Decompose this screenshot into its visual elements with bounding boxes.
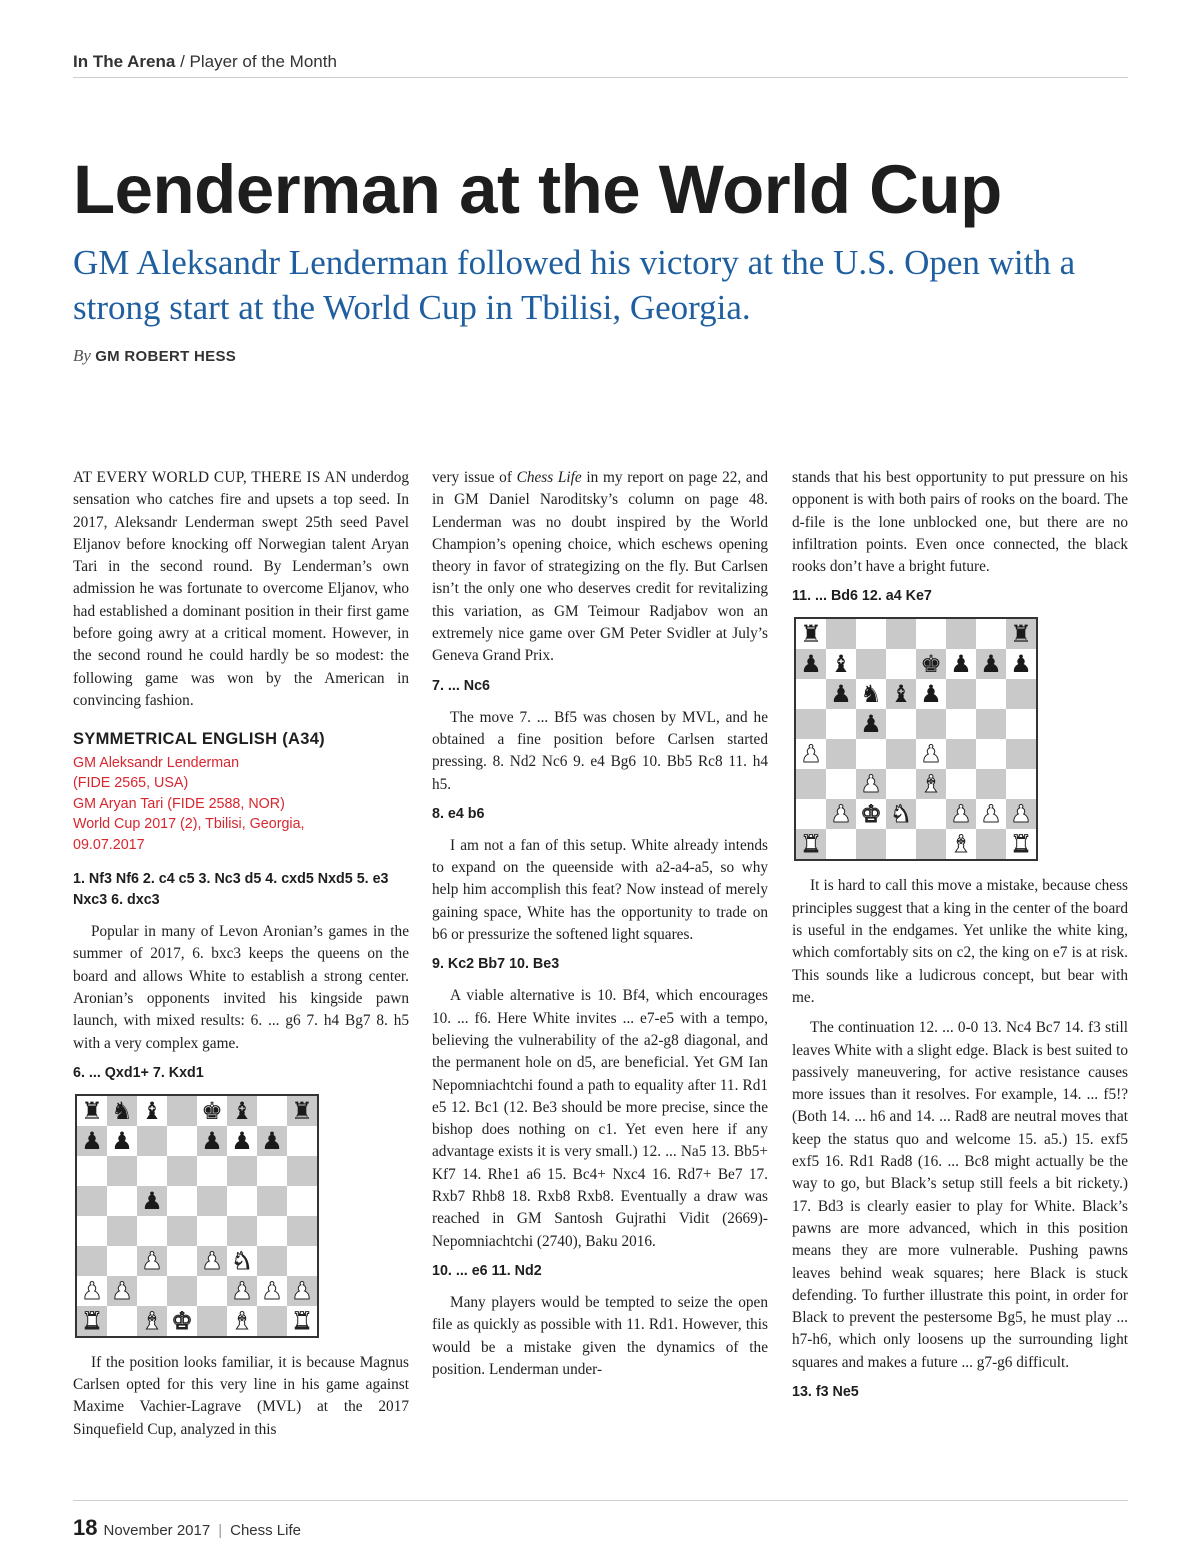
- black-pawn-icon: ♟: [227, 1126, 257, 1156]
- col2-paragraph-2: The move 7. ... Bf5 was chosen by MVL, and he obtained a fine position before Carlsen started pressing. 8. Nd2 Nc6 9. e4 Bg6 10. Bb5 Rc8 11. h4 h5.: [432, 708, 768, 793]
- date: 09.07.2017: [73, 836, 145, 853]
- board-square: [77, 1156, 107, 1186]
- board-square: [167, 1096, 197, 1126]
- board-square: [946, 739, 976, 769]
- white-pawn-icon: ♟: [976, 799, 1006, 829]
- white-bishop-icon: ♝: [916, 769, 946, 799]
- board-square: [946, 709, 976, 739]
- game-header: [73, 753, 409, 856]
- col2-paragraph-3: I am not a fan of this setup. White already intends to expand on the queenside with a2-a4-a5, so why help him accomplish this feat? Now instead of merely gaining space, White has the opportunity to trade on b6 or pressurize the softened light squares.: [432, 836, 768, 944]
- board-square: [946, 619, 976, 649]
- page-number: 18: [73, 1515, 98, 1540]
- col1-paragraph-1: [73, 467, 409, 712]
- white-pawn-icon: ♟: [916, 739, 946, 769]
- chess-diagram-1: [75, 1094, 319, 1338]
- black-rook-icon: ♜: [796, 619, 826, 649]
- black-pawn-icon: ♟: [916, 679, 946, 709]
- byline: [73, 346, 236, 366]
- board-square: [197, 1276, 227, 1306]
- board-square: [107, 1306, 137, 1336]
- board-square: [1006, 709, 1036, 739]
- page-footer: [73, 1515, 301, 1541]
- board-square: [287, 1246, 317, 1276]
- board-square: [946, 679, 976, 709]
- board-square: [826, 709, 856, 739]
- board-square: [796, 679, 826, 709]
- white-king-icon: ♚: [856, 799, 886, 829]
- board-square: [826, 829, 856, 859]
- white-rook-icon: ♜: [287, 1306, 317, 1336]
- magazine-name: Chess Life: [516, 469, 582, 486]
- white-bishop-icon: ♝: [946, 829, 976, 859]
- board-square: [227, 1186, 257, 1216]
- black-bishop-icon: ♝: [886, 679, 916, 709]
- white-pawn-icon: ♟: [77, 1276, 107, 1306]
- black-bishop-icon: ♝: [826, 649, 856, 679]
- black-pawn-icon: ♟: [796, 649, 826, 679]
- white-pawn-icon: ♟: [197, 1246, 227, 1276]
- footer-rule: [73, 1500, 1128, 1501]
- board-square: [137, 1216, 167, 1246]
- black-rook-icon: ♜: [1006, 619, 1036, 649]
- col3-paragraph-3: The continuation 12. ... 0-0 13. Nc4 Bc7 14. f3 still leaves White with a slight edge. Black is best suited to passively maneuvering, for active resistance causes more issues than it resolves. For example, 14. ... f5!? (Both 14. ... h6 and 14. ... Rad8 are neutral moves that keep the status quo and welcome 15. a5.) 15. exf5 exf5 16. Rd1 Rad8 (16. ... Bc8 might actually be the way to go, but Black’s setup still feels a bit rickety.) 17. Bd3 is clearly easier to play for White. Black’s pawns are more advanced, which in this position means they are more vulnerable. Pushing pawns leaves behind weak squares; here Black is stuck defending. To further illustrate this point, in order for Black to prevent the pestersome Bg5, he must play ... h7-h6, which only loosens up the surrounding light squares and makes a future ... g7-g6 difficult.: [792, 1019, 1128, 1371]
- col2-move-3: 9. Kc2 Bb7 10. Be3: [432, 956, 560, 973]
- black-bishop-icon: ♝: [227, 1096, 257, 1126]
- black-knight-icon: ♞: [107, 1096, 137, 1126]
- white-pawn-icon: ♟: [796, 739, 826, 769]
- col2-move-2: 8. e4 b6: [432, 805, 485, 822]
- white-rating: (FIDE 2565, USA): [73, 775, 189, 792]
- col1-paragraph-2: Popular in many of Levon Aronian’s games in the summer of 2017, 6. bxc3 keeps the queens on the board and allows White to establish a strong center. Aronian’s opponents invited his kingside pawn launch, with mixed results: 6. ... g6 7. h4 Bg7 8. h5 with a very complex game.: [73, 923, 409, 1052]
- board-square: [796, 709, 826, 739]
- board-square: [167, 1276, 197, 1306]
- white-pawn-icon: ♟: [856, 769, 886, 799]
- chess-diagram-2: [794, 617, 1038, 861]
- board-square: [167, 1246, 197, 1276]
- white-pawn-icon: ♟: [257, 1276, 287, 1306]
- board-square: [197, 1306, 227, 1336]
- moves-1: 1. Nf3 Nf6 2. c4 c5 3. Nc3 d5 4. cxd5 Nxd5 5. e3 Nxc3 6. dxc3: [73, 871, 389, 909]
- board-square: [826, 619, 856, 649]
- board-square: [976, 769, 1006, 799]
- board-square: [257, 1306, 287, 1336]
- black-pawn-icon: ♟: [137, 1186, 167, 1216]
- white-pawn-icon: ♟: [137, 1246, 167, 1276]
- board-square: [826, 739, 856, 769]
- white-knight-icon: ♞: [886, 799, 916, 829]
- board-square: [197, 1216, 227, 1246]
- black-pawn-icon: ♟: [826, 679, 856, 709]
- board-square: [916, 709, 946, 739]
- board-square: [946, 769, 976, 799]
- header-subsection: Player of the Month: [189, 52, 337, 71]
- issue-date: November 2017: [103, 1522, 211, 1539]
- white-player: GM Aleksandr Lenderman: [73, 754, 240, 771]
- white-pawn-icon: ♟: [287, 1276, 317, 1306]
- board-square: [1006, 769, 1036, 799]
- col3-move-1: 11. ... Bd6 12. a4 Ke7: [792, 588, 932, 605]
- white-bishop-icon: ♝: [137, 1306, 167, 1336]
- magazine-title: Chess Life: [230, 1522, 301, 1539]
- board-square: [167, 1156, 197, 1186]
- board-square: [227, 1216, 257, 1246]
- board-square: [916, 799, 946, 829]
- board-square: [257, 1186, 287, 1216]
- board-square: [137, 1126, 167, 1156]
- black-pawn-icon: ♟: [197, 1126, 227, 1156]
- lead-in: AT EVERY WORLD CUP, THERE IS AN: [73, 469, 348, 486]
- black-king-icon: ♚: [197, 1096, 227, 1126]
- white-rook-icon: ♜: [796, 829, 826, 859]
- col1-p1-text: underdog sensation who catches fire and upsets a top seed. In 2017, Aleksandr Lenderman swept 25th seed Pavel Eljanov before knocking off Norwegian talent Aryan Tari in the second round. By Lenderman’s own admission he was fortunate to overcome Eljanov, who had established a dominant position in their first game before going awry at a critical moment. However, in the second round he could hardly be so modest: the following game was won by the American in convincing fashion.: [73, 469, 410, 709]
- article-subtitle: GM Aleksandr Lenderman followed his victory at the U.S. Open with a strong start at the World Cup in Tbilisi, Georgia.: [73, 243, 1076, 327]
- board-square: [287, 1156, 317, 1186]
- header-section: In The Arena: [73, 52, 176, 71]
- board-square: [77, 1186, 107, 1216]
- board-square: [287, 1126, 317, 1156]
- board-square: [257, 1216, 287, 1246]
- board-square: [257, 1246, 287, 1276]
- board-square: [137, 1156, 167, 1186]
- black-pawn-icon: ♟: [107, 1126, 137, 1156]
- header-rule: [73, 77, 1128, 78]
- col3-paragraph-1: stands that his best opportunity to put pressure on his opponent is with both pairs of rooks on the board. The d-file is the lone unblocked one, but there are no infiltration points. Even once connected, the black rooks don’t have a bright future.: [792, 469, 1128, 576]
- white-bishop-icon: ♝: [227, 1306, 257, 1336]
- opening-title: SYMMETRICAL ENGLISH (A34): [73, 730, 325, 749]
- board-square: [77, 1216, 107, 1246]
- board-square: [287, 1186, 317, 1216]
- board-square: [976, 619, 1006, 649]
- col2-paragraph-5: Many players would be tempted to seize the open file as quickly as possible with 11. Rd1. However, this would be a mistake given the dynamics of the position. Lenderman under-: [432, 1293, 768, 1378]
- footer-separator: |: [218, 1522, 223, 1539]
- col3-paragraph-2: It is hard to call this move a mistake, because chess principles suggest that a king in the center of the board is useful in the endgames. Yet unlike the white king, which comfortably sits on c2, the king on e7 is at risk. This sounds like a ludicrous concept, but bear with me.: [792, 877, 1128, 1006]
- board-square: [257, 1096, 287, 1126]
- board-square: [976, 679, 1006, 709]
- board-square: [197, 1186, 227, 1216]
- board-square: [77, 1246, 107, 1276]
- board-square: [197, 1156, 227, 1186]
- black-knight-icon: ♞: [856, 679, 886, 709]
- col2-p1b: in my report on page 22, and in GM Daniel Naroditsky’s column on page 48. Lenderman was no doubt inspired by the World Champion’s opening choice, which eschews opening theory in favor of strategizing on the fly. But Carlsen isn’t the only one who deserves credit for revitalizing this variation, as GM Teimour Radjabov won an extremely nice game over GM Peter Svidler at July’s Geneva Grand Prix.: [432, 469, 768, 665]
- board-square: [167, 1126, 197, 1156]
- col2-paragraph-4: A viable alternative is 10. Bf4, which encourages 10. ... f6. Here White invites ... e7-e5 with a tempo, believing the vulnerability of the a2-g8 diagonal, and the permanent hole on d5, are beneficial. Yet GM Ian Nepomniachtchi found a path to equality after 11. Rd1 e5 12. Bc1 (12. Be3 should be more precise, since the bishop does nothing on c1. Yet even here if any advantage exists it is very small.) 12. ... Na5 13. Bb5+ Kf7 14. Rhe1 a6 15. Bc4+ Nxc4 16. Rd7+ Be7 17. Rxb7 Rhb8 18. Rxb8 Rxb8. Eventually a draw was reached in GM Santosh Gujrathi Vidit (2669)-Nepomniachtchi (2740), Baku 2016.: [432, 987, 768, 1250]
- black-pawn-icon: ♟: [77, 1126, 107, 1156]
- board-square: [1006, 739, 1036, 769]
- board-square: [916, 619, 946, 649]
- board-square: [916, 829, 946, 859]
- col2-move-4: 10. ... e6 11. Nd2: [432, 1262, 542, 1279]
- board-square: [287, 1216, 317, 1246]
- board-square: [856, 829, 886, 859]
- board-square: [796, 799, 826, 829]
- black-pawn-icon: ♟: [976, 649, 1006, 679]
- board-square: [167, 1216, 197, 1246]
- black-bishop-icon: ♝: [137, 1096, 167, 1126]
- white-pawn-icon: ♟: [826, 799, 856, 829]
- col2-paragraph-1: [432, 467, 768, 668]
- col2-move-1: 7. ... Nc6: [432, 677, 491, 694]
- header-slash: /: [175, 52, 190, 71]
- board-square: [856, 739, 886, 769]
- column-1: [73, 467, 409, 1449]
- board-square: [886, 739, 916, 769]
- col1-paragraph-3: If the position looks familiar, it is because Magnus Carlsen opted for this very line in his game against Maxime Vachier-Lagrave (MVL) at the 2017 Sinquefield Cup, analyzed in this: [73, 1353, 409, 1438]
- article-title: Lenderman at the World Cup: [73, 151, 1002, 228]
- column-2: [432, 467, 768, 1389]
- white-pawn-icon: ♟: [946, 799, 976, 829]
- board-square: [107, 1186, 137, 1216]
- board-square: [886, 709, 916, 739]
- event: World Cup 2017 (2), Tbilisi, Georgia,: [73, 816, 305, 833]
- white-rook-icon: ♜: [1006, 829, 1036, 859]
- black-rook-icon: ♜: [77, 1096, 107, 1126]
- byline-by: By: [73, 346, 91, 365]
- white-knight-icon: ♞: [227, 1246, 257, 1276]
- board-square: [137, 1276, 167, 1306]
- black-pawn-icon: ♟: [257, 1126, 287, 1156]
- black-player: GM Aryan Tari (FIDE 2588, NOR): [73, 795, 285, 812]
- board-square: [796, 769, 826, 799]
- black-pawn-icon: ♟: [856, 709, 886, 739]
- running-header: [73, 52, 1128, 72]
- board-square: [886, 619, 916, 649]
- board-square: [107, 1156, 137, 1186]
- col3-move-2: 13. f3 Ne5: [792, 1384, 859, 1401]
- moves-2: 6. ... Qxd1+ 7. Kxd1: [73, 1064, 204, 1081]
- board-square: [886, 649, 916, 679]
- board-square: [976, 739, 1006, 769]
- board-square: [107, 1216, 137, 1246]
- black-rook-icon: ♜: [287, 1096, 317, 1126]
- board-square: [826, 769, 856, 799]
- byline-author: GM ROBERT HESS: [95, 348, 237, 365]
- board-square: [976, 829, 1006, 859]
- board-square: [886, 769, 916, 799]
- board-square: [1006, 679, 1036, 709]
- board-square: [976, 709, 1006, 739]
- black-pawn-icon: ♟: [1006, 649, 1036, 679]
- black-pawn-icon: ♟: [946, 649, 976, 679]
- board-square: [886, 829, 916, 859]
- col2-p1a: very issue of: [432, 469, 517, 486]
- board-square: [856, 649, 886, 679]
- board-square: [257, 1156, 287, 1186]
- board-square: [167, 1186, 197, 1216]
- white-pawn-icon: ♟: [1006, 799, 1036, 829]
- white-king-icon: ♚: [167, 1306, 197, 1336]
- white-rook-icon: ♜: [77, 1306, 107, 1336]
- board-square: [227, 1156, 257, 1186]
- white-pawn-icon: ♟: [227, 1276, 257, 1306]
- board-square: [107, 1246, 137, 1276]
- white-pawn-icon: ♟: [107, 1276, 137, 1306]
- column-3: [792, 467, 1128, 1413]
- black-king-icon: ♚: [916, 649, 946, 679]
- board-square: [856, 619, 886, 649]
